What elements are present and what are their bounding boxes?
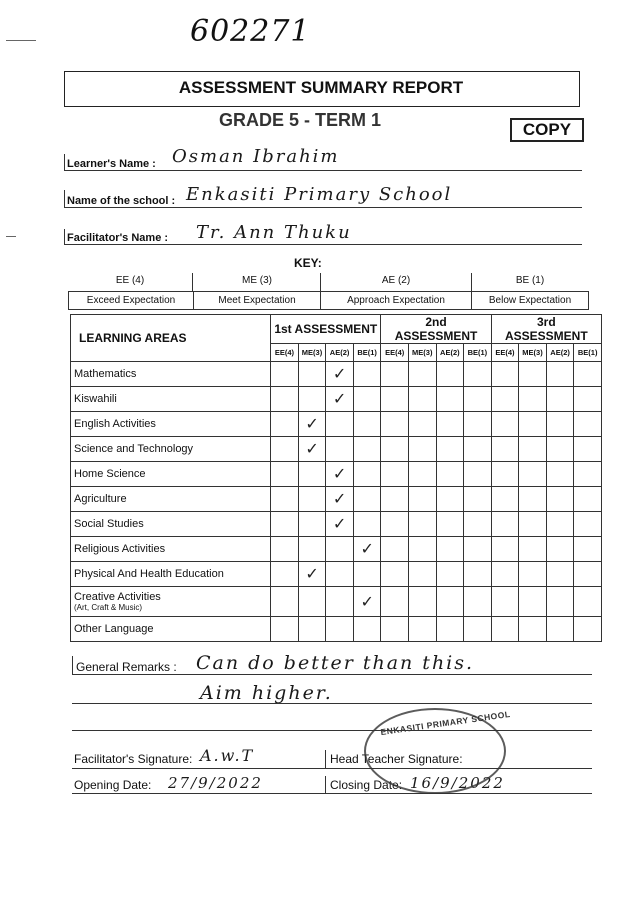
rating-cell: [519, 487, 547, 512]
margin-mark: [6, 236, 16, 237]
rating-cell: [353, 587, 381, 617]
rating-cell: [271, 617, 299, 642]
rating-cell: [326, 362, 354, 387]
facilitator-name-value: Tr. Ann Thuku: [196, 222, 352, 243]
rating-cell: [436, 562, 464, 587]
rating-cell: [408, 437, 436, 462]
learning-area-cell: [71, 387, 271, 412]
rating-cell: [298, 562, 326, 587]
learning-area-cell: [71, 617, 271, 642]
assessment-header-2: 2nd ASSESSMENT: [381, 315, 491, 344]
school-name-label: Name of the school :: [67, 195, 176, 207]
key-divider: [471, 273, 472, 291]
rating-cell: [436, 387, 464, 412]
school-name-value: Enkasiti Primary School: [186, 184, 453, 205]
facilitator-signature-value: A.w.T: [200, 746, 255, 765]
rating-cell: [436, 437, 464, 462]
rating-cell: [519, 437, 547, 462]
document-number: 602271: [190, 14, 311, 49]
check-mark: ✓: [305, 416, 319, 433]
learner-name-value: Osman Ibrahim: [172, 146, 340, 167]
learning-area-name: Kiswahili: [74, 393, 117, 405]
rating-cell: [546, 537, 574, 562]
general-remarks-line-1: Can do better than this.: [196, 652, 475, 674]
remarks-line: [72, 730, 592, 731]
rating-cell: [408, 387, 436, 412]
rating-cell: [519, 512, 547, 537]
rating-cell: [408, 537, 436, 562]
rating-cell: [491, 512, 519, 537]
opening-date-label: Opening Date:: [74, 778, 152, 792]
report-title: ASSESSMENT SUMMARY REPORT: [178, 78, 464, 97]
rating-cell: [326, 617, 354, 642]
learning-area-cell: [71, 362, 271, 387]
sub-column-header: BE(1): [574, 344, 602, 362]
rating-cell: [546, 562, 574, 587]
sub-column-header: AE(2): [326, 344, 354, 362]
check-mark: ✓: [332, 466, 347, 483]
school-name-line: [64, 207, 582, 208]
field-bar: [64, 154, 65, 170]
rating-cell: [574, 512, 602, 537]
learning-area-name: Social Studies: [74, 518, 144, 530]
rating-cell: [326, 512, 354, 537]
learning-area-cell: [71, 487, 271, 512]
rating-cell: [464, 537, 492, 562]
rating-cell: [381, 387, 409, 412]
rating-cell: [298, 437, 326, 462]
rating-cell: [271, 437, 299, 462]
rating-cell: [353, 387, 381, 412]
rating-cell: [464, 617, 492, 642]
rating-cell: [408, 412, 436, 437]
rating-cell: [326, 387, 354, 412]
check-mark: ✓: [332, 391, 347, 408]
learning-area-cell: [71, 587, 271, 617]
rating-cell: [271, 487, 299, 512]
learning-areas-header: LEARNING AREAS: [71, 315, 271, 362]
rating-cell: [298, 487, 326, 512]
facilitator-name-line: [64, 244, 582, 245]
learning-area-note: (Art, Craft & Music): [74, 603, 143, 612]
rating-cell: [546, 387, 574, 412]
rating-cell: [408, 587, 436, 617]
rating-cell: [271, 462, 299, 487]
head-teacher-signature-label: Head Teacher Signature:: [330, 752, 463, 766]
rating-cell: [519, 537, 547, 562]
rating-cell: [436, 617, 464, 642]
key-code-me: ME (3): [242, 275, 272, 286]
check-mark: ✓: [332, 366, 347, 383]
sub-column-header: AE(2): [546, 344, 574, 362]
rating-cell: [353, 617, 381, 642]
rating-cell: [408, 562, 436, 587]
rating-cell: [519, 617, 547, 642]
table-row: [71, 437, 602, 462]
rating-cell: [464, 562, 492, 587]
rating-cell: [574, 562, 602, 587]
margin-mark: [6, 40, 36, 41]
rating-cell: [381, 537, 409, 562]
rating-cell: [298, 587, 326, 617]
rating-cell: [298, 512, 326, 537]
rating-cell: [381, 462, 409, 487]
rating-cell: [546, 617, 574, 642]
assessment-header-3: 3rd ASSESSMENT: [491, 315, 601, 344]
rating-cell: [491, 462, 519, 487]
rating-cell: [491, 437, 519, 462]
key-code-ae: AE (2): [381, 275, 411, 286]
table-row: [71, 362, 602, 387]
rating-cell: [464, 462, 492, 487]
rating-cell: [298, 537, 326, 562]
sub-column-header: EE(4): [491, 344, 519, 362]
rating-cell: [574, 487, 602, 512]
check-mark: ✓: [360, 593, 374, 611]
rating-cell: [491, 562, 519, 587]
sub-column-header: EE(4): [381, 344, 409, 362]
rating-cell: [353, 462, 381, 487]
rating-cell: [491, 362, 519, 387]
learning-area-cell: [71, 537, 271, 562]
rating-cell: [381, 587, 409, 617]
table-row: [71, 562, 602, 587]
facilitator-name-label: Facilitator's Name :: [67, 232, 169, 244]
rating-cell: [464, 487, 492, 512]
rating-cell: [326, 537, 354, 562]
rating-cell: [464, 412, 492, 437]
table-row: [71, 462, 602, 487]
rating-cell: [353, 437, 381, 462]
table-row: [71, 537, 602, 562]
rating-cell: [408, 362, 436, 387]
rating-cell: [491, 617, 519, 642]
rating-cell: [381, 437, 409, 462]
opening-date-value: 27/9/2022: [168, 774, 263, 792]
rating-cell: [271, 412, 299, 437]
rating-cell: [574, 462, 602, 487]
copy-stamp: COPY: [510, 118, 584, 142]
rating-cell: [381, 617, 409, 642]
key-meaning-ae: Approach Expectation: [320, 291, 472, 310]
rating-cell: [464, 437, 492, 462]
rating-cell: [326, 462, 354, 487]
learning-area-name: Mathematics: [74, 368, 137, 380]
table-row: [71, 412, 602, 437]
learning-area-name: Other Language: [74, 623, 154, 635]
rating-cell: [519, 587, 547, 617]
signature-line: [72, 768, 592, 769]
learning-area-cell: [71, 412, 271, 437]
rating-cell: [298, 617, 326, 642]
rating-cell: [436, 537, 464, 562]
rating-cell: [546, 437, 574, 462]
key-divider: [192, 273, 193, 291]
key-code-be: BE (1): [515, 275, 545, 286]
learning-area-name: Religious Activities: [74, 543, 166, 555]
sub-column-header: BE(1): [353, 344, 381, 362]
learning-area-name: Physical And Health Education: [74, 568, 224, 580]
rating-cell: [519, 387, 547, 412]
sub-column-header: ME(3): [408, 344, 436, 362]
learning-area-name: Agriculture: [74, 493, 127, 505]
learning-area-cell: [71, 512, 271, 537]
rating-cell: [519, 412, 547, 437]
table-row: [71, 587, 602, 617]
rating-cell: [546, 412, 574, 437]
learner-name-label: Learner's Name :: [67, 158, 156, 170]
key-code-ee: EE (4): [115, 275, 145, 286]
assessment-header-1: 1st ASSESSMENT: [271, 315, 381, 344]
rating-cell: [271, 512, 299, 537]
rating-cell: [271, 587, 299, 617]
rating-cell: [519, 462, 547, 487]
rating-cell: [326, 487, 354, 512]
remarks-line: [72, 674, 592, 675]
rating-cell: [464, 587, 492, 617]
learning-area-cell: [71, 562, 271, 587]
date-divider: [325, 776, 326, 794]
rating-cell: [381, 412, 409, 437]
learning-area-name: Science and Technology: [74, 443, 194, 455]
rating-cell: [381, 487, 409, 512]
assessment-table: [70, 314, 602, 642]
check-mark: ✓: [305, 441, 319, 458]
table-row: [71, 617, 602, 642]
rating-cell: [408, 512, 436, 537]
rating-cell: [326, 587, 354, 617]
closing-date-value: 16/9/2022: [410, 774, 505, 792]
general-remarks-label: General Remarks :: [76, 660, 177, 674]
rating-cell: [436, 512, 464, 537]
date-line: [72, 793, 592, 794]
rating-cell: [546, 487, 574, 512]
general-remarks-line-2: Aim higher.: [200, 682, 333, 704]
rating-cell: [408, 487, 436, 512]
key-title: KEY:: [294, 256, 322, 270]
rating-cell: [464, 387, 492, 412]
table-row: [71, 487, 602, 512]
learning-area-name: English Activities: [74, 418, 156, 430]
rating-cell: [491, 412, 519, 437]
school-stamp-text: ENKASITI PRIMARY SCHOOL: [379, 708, 512, 738]
sub-column-header: ME(3): [519, 344, 547, 362]
rating-cell: [298, 362, 326, 387]
rating-cell: [546, 462, 574, 487]
rating-cell: [491, 487, 519, 512]
key-meaning-ee: Exceed Expectation: [68, 291, 194, 310]
rating-cell: [298, 412, 326, 437]
rating-cell: [574, 412, 602, 437]
check-mark: ✓: [332, 491, 347, 508]
rating-cell: [491, 587, 519, 617]
learner-name-line: [64, 170, 582, 171]
rating-cell: [574, 587, 602, 617]
rating-cell: [519, 562, 547, 587]
check-mark: ✓: [305, 566, 319, 583]
remarks-line: [72, 703, 592, 704]
rating-cell: [436, 487, 464, 512]
rating-cell: [436, 462, 464, 487]
rating-cell: [574, 437, 602, 462]
rating-cell: [546, 587, 574, 617]
field-bar: [72, 656, 73, 674]
field-bar: [64, 229, 65, 245]
check-mark: ✓: [332, 516, 347, 533]
rating-cell: [408, 462, 436, 487]
rating-cell: [353, 362, 381, 387]
rating-cell: [353, 412, 381, 437]
rating-cell: [574, 617, 602, 642]
rating-cell: [546, 362, 574, 387]
sub-column-header: AE(2): [436, 344, 464, 362]
rating-cell: [381, 362, 409, 387]
rating-cell: [464, 362, 492, 387]
sub-column-header: EE(4): [271, 344, 299, 362]
rating-cell: [519, 362, 547, 387]
check-mark: ✓: [360, 541, 374, 558]
rating-cell: [574, 387, 602, 412]
rating-cell: [381, 562, 409, 587]
rating-cell: [353, 512, 381, 537]
rating-cell: [574, 537, 602, 562]
learning-area-name: Creative Activities: [74, 591, 161, 603]
table-row: [71, 512, 602, 537]
rating-cell: [464, 512, 492, 537]
closing-date-label: Closing Date:: [330, 778, 403, 792]
facilitator-signature-label: Facilitator's Signature:: [74, 752, 193, 766]
rating-cell: [298, 462, 326, 487]
rating-cell: [381, 512, 409, 537]
rating-cell: [271, 562, 299, 587]
rating-cell: [408, 617, 436, 642]
field-bar: [64, 190, 65, 207]
rating-cell: [326, 412, 354, 437]
sub-column-header: ME(3): [298, 344, 326, 362]
table-row: [71, 387, 602, 412]
sub-column-header: BE(1): [464, 344, 492, 362]
learning-area-cell: [71, 437, 271, 462]
rating-cell: [491, 537, 519, 562]
rating-cell: [326, 437, 354, 462]
rating-cell: [353, 562, 381, 587]
rating-cell: [546, 512, 574, 537]
rating-cell: [271, 387, 299, 412]
key-meaning-be: Below Expectation: [471, 291, 589, 310]
rating-cell: [491, 387, 519, 412]
rating-cell: [353, 487, 381, 512]
learning-area-name: Home Science: [74, 468, 146, 480]
key-divider: [320, 273, 321, 291]
key-meaning-me: Meet Expectation: [193, 291, 321, 310]
rating-cell: [436, 362, 464, 387]
rating-cell: [298, 387, 326, 412]
rating-cell: [574, 362, 602, 387]
rating-cell: [326, 562, 354, 587]
report-subtitle: GRADE 5 - TERM 1: [218, 110, 382, 130]
rating-cell: [353, 537, 381, 562]
rating-cell: [436, 412, 464, 437]
signature-divider: [325, 750, 326, 768]
rating-cell: [271, 537, 299, 562]
rating-cell: [271, 362, 299, 387]
learning-area-cell: [71, 462, 271, 487]
rating-cell: [436, 587, 464, 617]
